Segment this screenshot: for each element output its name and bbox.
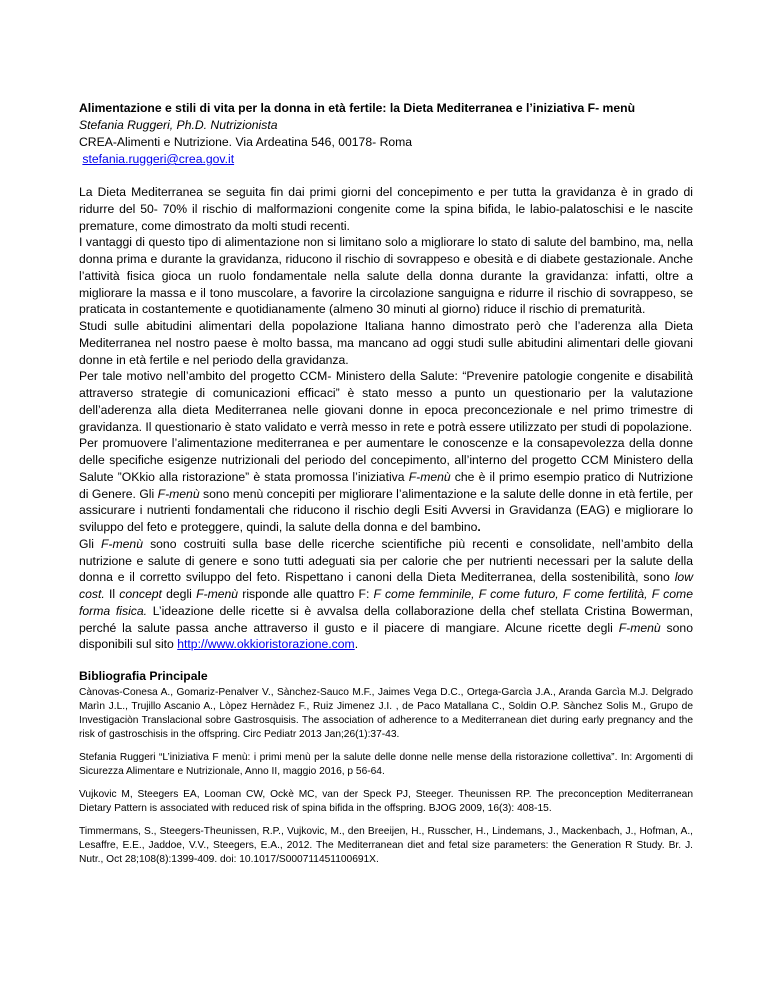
affiliation-line: CREA-Alimenti e Nutrizione. Via Ardeatina 546, 00178- Roma (79, 135, 413, 149)
fmenu-term: F-menù (157, 486, 200, 501)
bibliography-heading: Bibliografia Principale (79, 669, 208, 683)
document-title: Alimentazione e stili di vita per la donna in età fertile: la Dieta Mediterranea e l’iniziativa F- menù (79, 101, 636, 115)
fmenu-term: F-menù (196, 587, 239, 601)
paragraph-1: La Dieta Mediterranea se seguita fin dai primi giorni del concepimento e per tutta la gravidanza è in grado di ridurre del 50- 70% il rischio di malformazioni congenite come la spina bifida, le labio-palatoschisi e le nascite premature, come dimostrato da molti studi recenti. (79, 185, 693, 233)
reference-item: Stefania Ruggeri “L’iniziativa F menù: i primi menù per la salute delle donne nelle mense della ristorazione collettiva”. In: Argomenti di Sicurezza Alimentare e Nutrizionale, Anno II, maggio 2016, p 56-64. (79, 752, 693, 777)
text-run: Il (104, 587, 120, 601)
fmenu-term: F-menù (618, 620, 661, 635)
email-line (79, 151, 693, 168)
reference-item: Timmermans, S., Steegers-Theunissen, R.P., Vujkovic, M., den Breeijen, H., Russcher, H., Lindemans, J., Mackenbach, J., Hofman, A., Lesaffre, E.E., Jaddoe, V.V., Steegers, E.A., 2012. The Mediterranean diet and fetal size parameters: the Generation R Study. Br. J. Nutr., Oct 28;108(8):1399-409. doi: 10.1017/S000711451100691X. (79, 826, 693, 865)
text-run: sono menù concepiti per migliorare l’alimentazione e la salute delle donne in età fertile, per assicurare i nutrienti fondamentali che riducono il rischio degli Esiti Avversi in Gravidanza (EAG) e migliorare lo sviluppo del feto e proteggere, quindi, la salute della donna e del bambino (79, 486, 694, 534)
reference-item: Vujkovic M, Steegers EA, Looman CW, Ockè MC, van der Speck PJ, Steeger. Theunissen RP. The preconception Mediterranean Dietary Pattern is associated with reduced risk of spina bifida in the offspring. BJOG 2009, 16(3): 408-15. (79, 789, 693, 814)
text-run: sono disponibili sul sito (79, 620, 693, 652)
email-link[interactable]: stefania.ruggeri@crea.gov.it (82, 152, 235, 166)
fmenu-term: F-menù (100, 536, 143, 551)
bibliography-list (79, 686, 693, 867)
reference-item: Cànovas-Conesa A., Gomariz-Penalver V., Sànchez-Sauco M.F., Jaimes Vega D.C., Ortega-Garcìa J.A., Aranda Garcìa M.J. Delgrado Marìn J.L., Trujillo Ascanio A., Lòpez Hernàdez F., Ruiz Jimenez J.I. , de Paco Matallana C., Soldin O.P. Sànchez Solis M., Grupo de Investigaciòn Translacional sobre Gastrosquisis. The association of adherence to a Mediterranean diet during early pregnancy and the risk of gastroschisis in the offspring. Circ Pediatr 2013 Jan;26(1):37-43. (79, 687, 693, 740)
text-run: che è il primo esempio pratico di Nutrizione di Genere. Gli (79, 469, 693, 501)
body-text (79, 184, 693, 653)
text-run: L’ideazione delle ricette si è avvalsa della collaborazione della chef stellata Cristina Bowerman, perché la salute passa anche attraverso il gusto e il piacere di mangiare. Alcune ricette degli (79, 603, 694, 635)
four-f-phrase: F come femminile, F come futuro, F come fertilità, F come forma fisica. (79, 587, 693, 618)
text-run: Gli (79, 536, 101, 551)
text-run: . (477, 520, 481, 534)
text-run: Per promuovere l’alimentazione mediterranea e per aumentare le conoscenze e la consapevolezza della donne delle specifiche esigenze nutrizionali del periodo del concepimento, all’interno del progetto CCM Ministero della Salute ”OKkio alla ristorazione” è stata promossa l’iniziativa (79, 436, 693, 484)
website-link[interactable]: http://www.okkioristorazione.com (177, 637, 355, 652)
text-run: degli (161, 587, 197, 601)
low-cost-term: low cost. (79, 570, 693, 601)
concept-term: concept (119, 587, 162, 601)
paragraph-5 (79, 435, 693, 536)
document-page (79, 100, 693, 876)
text-run: risponde alle quattro F: (238, 587, 374, 601)
paragraph-2: I vantaggi di questo tipo di alimentazione non si limitano solo a migliorare lo stato di salute del bambino, ma, nella donna prima e durante la gravidanza, riducono il rischio di sovrappeso e obesità e di diabete gestazionale. Anche l’attività fisica gioca un ruolo fondamentale nella salute della donna durante la gravidanza: infatti, oltre a migliorare la massa e il tono muscolare, a favorire la circolazione sanguigna e ridurre il rischio di sovrappeso, se praticata in costantemente e quotidianamente (almeno 30 minuti al giorno) riduce il rischio di prematurità. (79, 235, 693, 317)
paragraph-6 (79, 536, 693, 653)
paragraph-3: Studi sulle abitudini alimentari della popolazione Italiana hanno dimostrato però che l’aderenza alla Dieta Mediterranea nel nostro paese è molto bassa, ma mancano ad oggi studi sulle abitudini alimentari delle giovani donne in età fertile e nel periodo della gravidanza. (79, 319, 693, 367)
author-line: Stefania Ruggeri, Ph.D. Nutrizionista (79, 118, 278, 132)
fmenu-term: F-menù (408, 469, 451, 484)
text-run: . (354, 637, 359, 652)
paragraph-4: Per tale motivo nell’ambito del progetto CCM- Ministero della Salute: “Prevenire patologie congenite e disabilità attraverso strategie di comunicazioni efficaci” è stato messo a punto un questionario per la valutazione dell’aderenza alla dieta Mediterranea nelle giovani donne in epoca preconcezionale e nel primo trimestre di gravidanza. Il questionario è stato validato e verrà messo in rete e potrà essere utilizzato per studi di popolazione. (79, 369, 693, 434)
text-run: sono costruiti sulla base delle ricerche scientifiche più recenti e consolidate, nell’ambito della nutrizione e salute di genere e sono tutti adeguati sia per calorie che per nutrienti necessari per la salute della donna e il corretto sviluppo del feto. Rispettano i canoni della Dieta Mediterranea, della sostenibilità, sono (79, 536, 693, 585)
